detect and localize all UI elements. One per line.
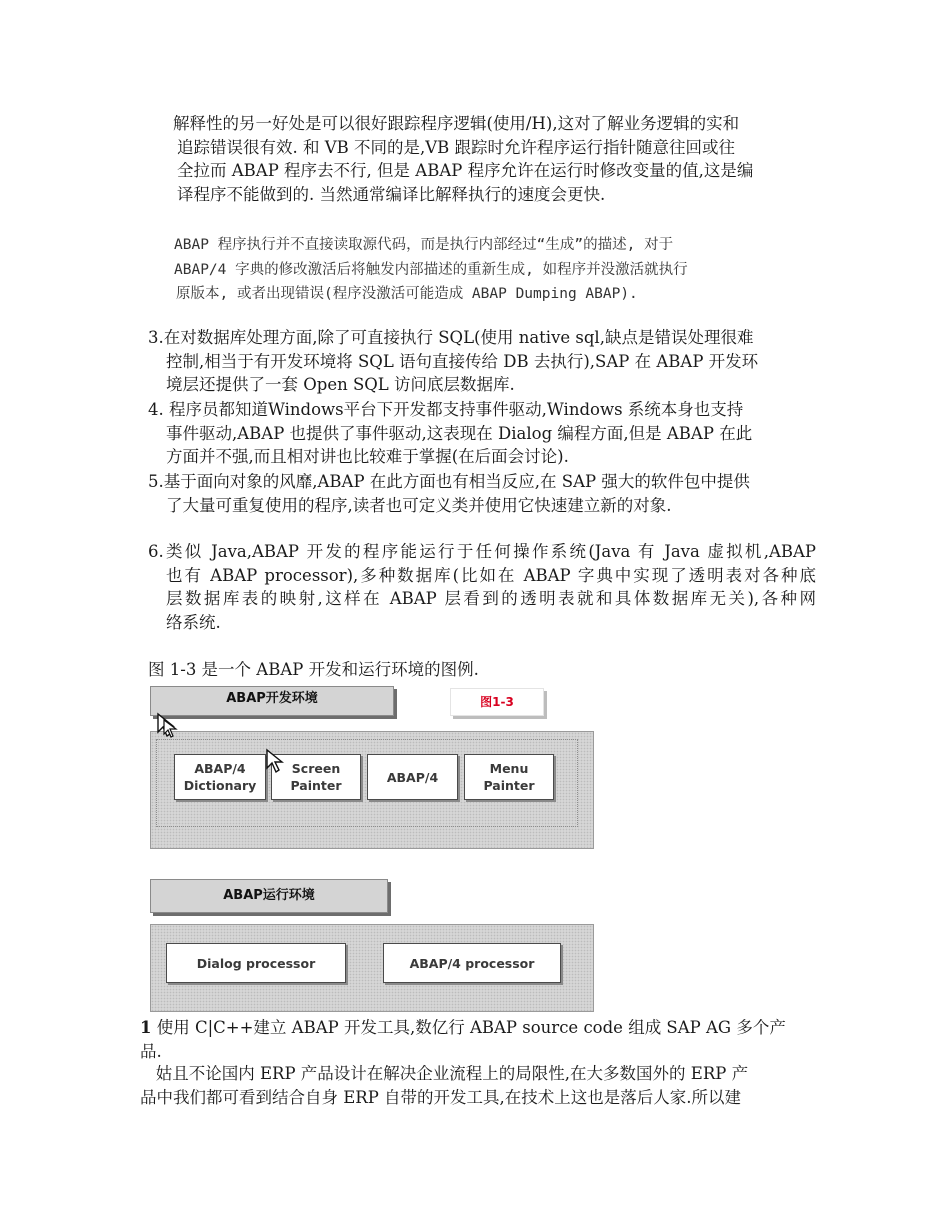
runtime-env-tab xyxy=(150,879,388,913)
figure-caption xyxy=(148,658,748,682)
abap-dictionary-tool: ABAP/4 Dictionary xyxy=(174,754,266,800)
text-line: 解释性的另一好处是可以很好跟踪程序逻辑(使用/H),这对了解业务逻辑的实和 xyxy=(173,114,740,133)
menu-painter-tool: Menu Painter xyxy=(464,754,554,800)
text-line: 事件驱动,ABAP 也提供了事件驱动,这表现在 Dialog 编程方面,但是 ABAP 在此 xyxy=(166,423,753,443)
dialog-processor: Dialog processor xyxy=(166,943,346,983)
paragraph-interpretation-benefits xyxy=(173,112,813,206)
note-text: 使用 C|C++建立 ABAP 开发工具,数亿行 ABAP source code 组成 SAP AG 多个产 xyxy=(151,1018,786,1037)
text-line: 络系统. xyxy=(166,612,221,632)
list-item-3 xyxy=(148,326,818,397)
text-line: 3.在对数据库处理方面,除了可直接执行 SQL(使用 native sql,缺点是错误处理很难 xyxy=(148,328,754,347)
figure-label-text: 图1-3 xyxy=(480,695,514,709)
abap-environment-figure xyxy=(150,684,594,1012)
text-line: 也有 ABAP processor),多种数据库(比如在 ABAP 字典中实现了透明表对各种底 xyxy=(166,565,816,585)
screen-painter-tool: Screen Painter xyxy=(271,754,361,800)
list-item-6 xyxy=(148,540,816,634)
mouse-pointer-icon xyxy=(156,712,180,740)
text-line: ABAP 程序执行并不直接读取源代码，而是执行内部经过“生成”的描述, 对于 xyxy=(174,237,674,253)
runtime-env-label: ABAP运行环境 xyxy=(223,888,315,903)
text-line: 追踪错误很有效. 和 VB 不同的是,VB 跟踪时允许程序运行指针随意往回或往 xyxy=(177,137,736,157)
dev-env-tab xyxy=(150,686,394,716)
text-line: 全拉而 ABAP 程序去不行, 但是 ABAP 程序允许在运行时修改变量的值,这是编 xyxy=(177,161,754,180)
paragraph-abap-generation xyxy=(174,233,814,307)
text-line: 方面并不强,而且相对讲也比较难于掌握(在后面会讨论). xyxy=(166,447,569,466)
paragraph-erp xyxy=(140,1062,820,1109)
text-line: 层数据库表的映射,这样在 ABAP 层看到的透明表就和具体数据库无关),各种网 xyxy=(166,589,816,608)
abap4-processor: ABAP/4 processor xyxy=(383,943,561,983)
text-line: 境层还提供了一套 Open SQL 访问底层数据库. xyxy=(166,375,515,394)
note-1 xyxy=(140,1016,820,1063)
text-line: 译程序不能做到的. 当然通常编译比解释执行的速度会更快. xyxy=(177,184,606,204)
text-line: 品. xyxy=(140,1041,162,1061)
figure-label xyxy=(450,688,544,716)
text-line: 6.类似 Java,ABAP 开发的程序能运行于任何操作系统(Java 有 Java 虚拟机,ABAP xyxy=(148,542,816,561)
abap4-tool: ABAP/4 xyxy=(367,754,458,800)
mouse-pointer-icon xyxy=(265,748,289,776)
text-line xyxy=(140,1016,820,1040)
text-line: ABAP/4 字典的修改激活后将触发内部描述的重新生成, 如程序并没激活就执行 xyxy=(174,261,688,278)
text-line: 原版本, 或者出现错误(程序没激活可能造成 ABAP Dumping ABAP). xyxy=(176,286,638,302)
text-line: 4. 程序员都知道Windows平台下开发都支持事件驱动,Windows 系统本身也支持 xyxy=(148,400,744,419)
text-line: 姑且不论国内 ERP 产品设计在解决企业流程上的局限性,在大多数国外的 ERP 产 xyxy=(140,1064,749,1083)
list-item-5 xyxy=(148,470,818,517)
text-line: 图 1-3 是一个 ABAP 开发和运行环境的图例. xyxy=(148,660,479,679)
text-line: 了大量可重复使用的程序,读者也可定义类并使用它快速建立新的对象. xyxy=(166,495,672,515)
note-number: 1 xyxy=(140,1018,152,1037)
dev-env-label: ABAP开发环境 xyxy=(226,691,318,706)
text-line: 控制,相当于有开发环境将 SQL 语句直接传给 DB 去执行),SAP 在 ABAP 开发环 xyxy=(166,351,759,371)
list-item-4 xyxy=(148,398,818,469)
text-line: 品中我们都可看到结合自身 ERP 自带的开发工具,在技术上这也是落后人家.所以建 xyxy=(140,1087,742,1107)
text-line: 5.基于面向对象的风靡,ABAP 在此方面也有相当反应,在 SAP 强大的软件包中提供 xyxy=(148,472,750,491)
